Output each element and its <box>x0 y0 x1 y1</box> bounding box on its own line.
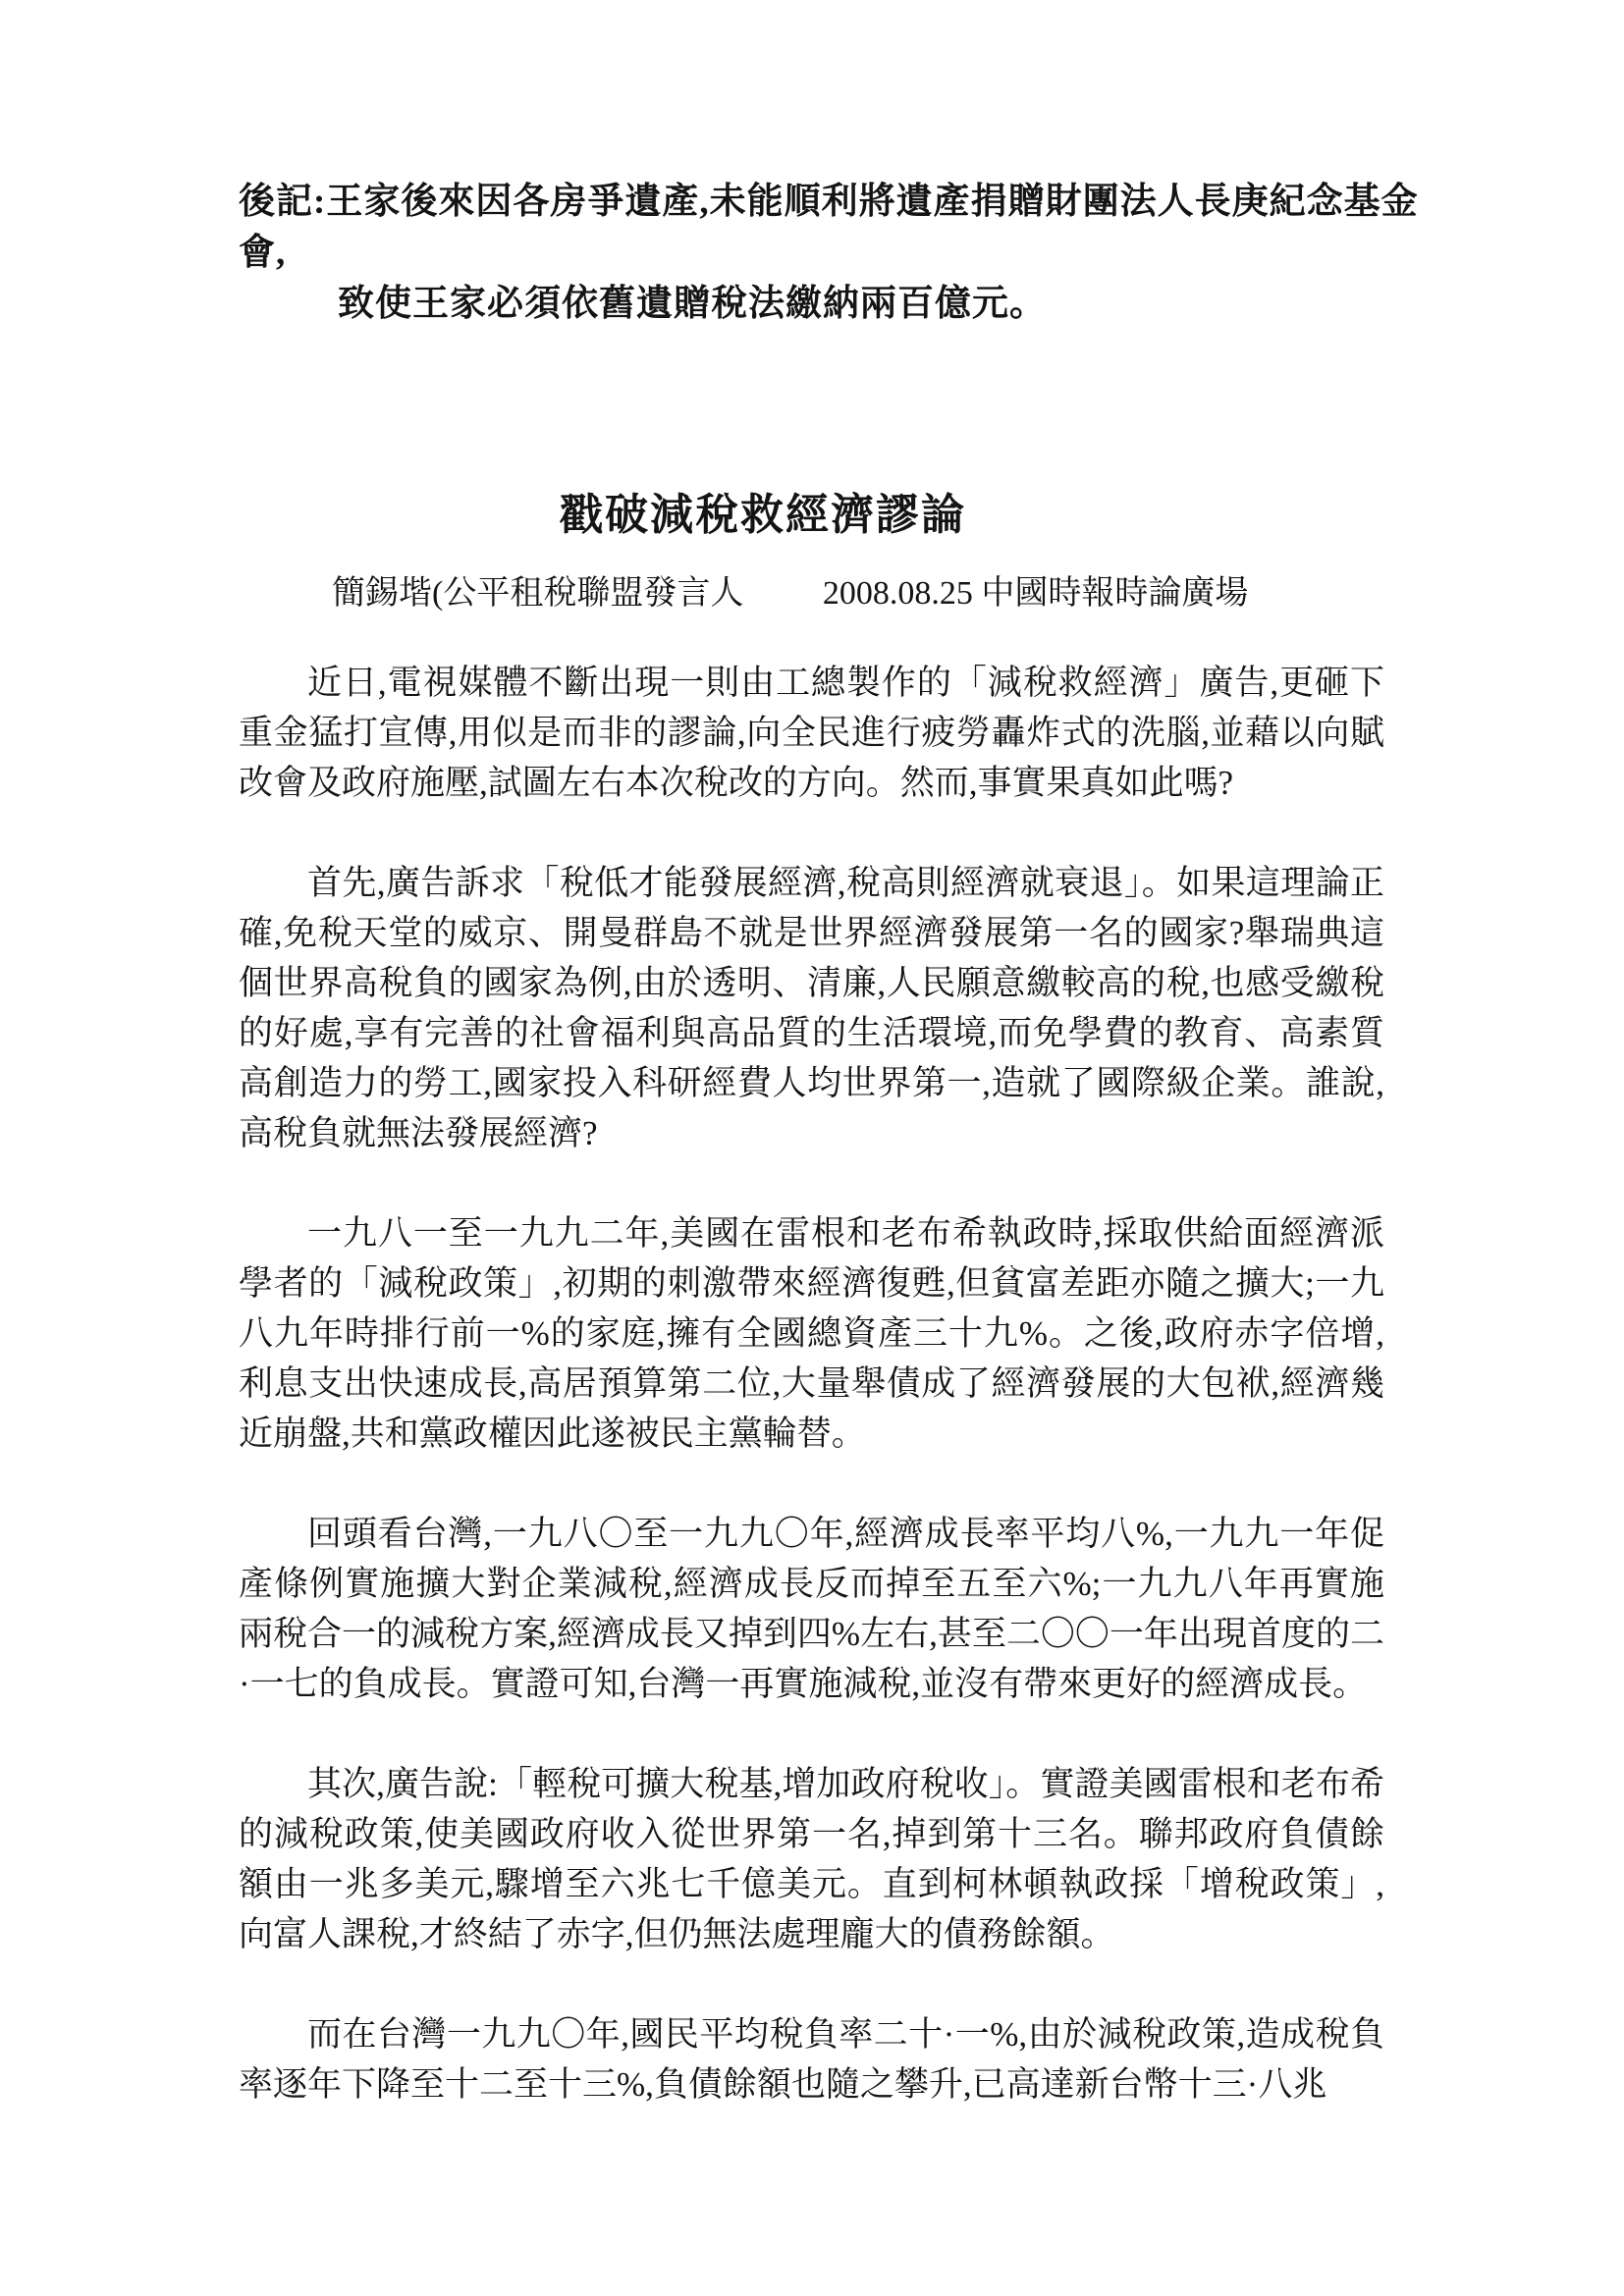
postscript-block <box>239 177 1446 330</box>
paragraph: 回頭看台灣,一九八〇至一九九〇年,經濟成長率平均八%,一九九一年促產條例實施擴大對企業減稅,經濟成長反而掉至五至六%;一九九八年再實施兩稅合一的減稅方案,經濟成長又掉到四%左右,甚至二〇〇一年出現首度的二·一七的負成長。實證可知,台灣一再實施減稅,並沒有帶來更好的經濟成長。 <box>239 1515 1384 1703</box>
article-title: 戳破減稅救經濟謬論 <box>560 491 966 539</box>
article-body <box>239 658 1384 2109</box>
paragraph: 而在台灣一九九〇年,國民平均稅負率二十·一%,由於減稅政策,造成稅負率逐年下降至十二至十三%,負債餘額也隨之攀升,已高達新台幣十三·八兆 <box>239 2015 1384 2104</box>
paragraph: 近日,電視媒體不斷出現一則由工總製作的「減稅救經濟」廣告,更砸下重金猛打宣傳,用似是而非的謬論,向全民進行疲勞轟炸式的洗腦,並藉以向賦改會及政府施壓,試圖左右本次稅改的方向。然而,事實果真如此嗎? <box>239 664 1384 802</box>
paragraph: 一九八一至一九九二年,美國在雷根和老布希執政時,採取供給面經濟派學者的「減稅政策」,初期的刺激帶來經濟復甦,但貧富差距亦隨之擴大;一九八九年時排行前一%的家庭,擁有全國總資產三十九%。之後,政府赤字倍增,利息支出快速成長,高居預算第二位,大量舉債成了經濟發展的大包袱,經濟幾近崩盤,共和黨政權因此遂被民主黨輪替。 <box>239 1214 1384 1453</box>
byline <box>332 573 1248 614</box>
paragraph: 首先,廣告訴求「稅低才能發展經濟,稅高則經濟就衰退」。如果這理論正確,免稅天堂的威京、開曼群島不就是世界經濟發展第一名的國家?舉瑞典這個世界高稅負的國家為例,由於透明、清廉,人民願意繳較高的稅,也感受繳稅的好處,享有完善的社會福利與高品質的生活環境,而免學費的教育、高素質高創造力的勞工,國家投入科研經費人均世界第一,造就了國際級企業。誰說,高稅負就無法發展經濟? <box>239 864 1384 1152</box>
byline-publication: 2008.08.25 中國時報時論廣場 <box>822 575 1249 612</box>
byline-author: 簡錫堦(公平租稅聯盟發言人 <box>332 575 744 612</box>
postscript-line: 致使王家必須依舊遺贈稅法繳納兩百億元。 <box>338 284 1047 324</box>
paragraph: 其次,廣告說:「輕稅可擴大稅基,增加政府稅收」。實證美國雷根和老布希的減稅政策,使美國政府收入從世界第一名,掉到第十三名。聯邦政府負債餘額由一兆多美元,驟增至六兆七千億美元。直到柯林頓執政採「增稅政策」,向富人課稅,才終結了赤字,但仍無法處理龐大的債務餘額。 <box>239 1765 1384 1953</box>
postscript-line: 後記:王家後來因各房爭遺產,未能順利將遺產捐贈財團法人長庚紀念基金會, <box>239 182 1419 273</box>
